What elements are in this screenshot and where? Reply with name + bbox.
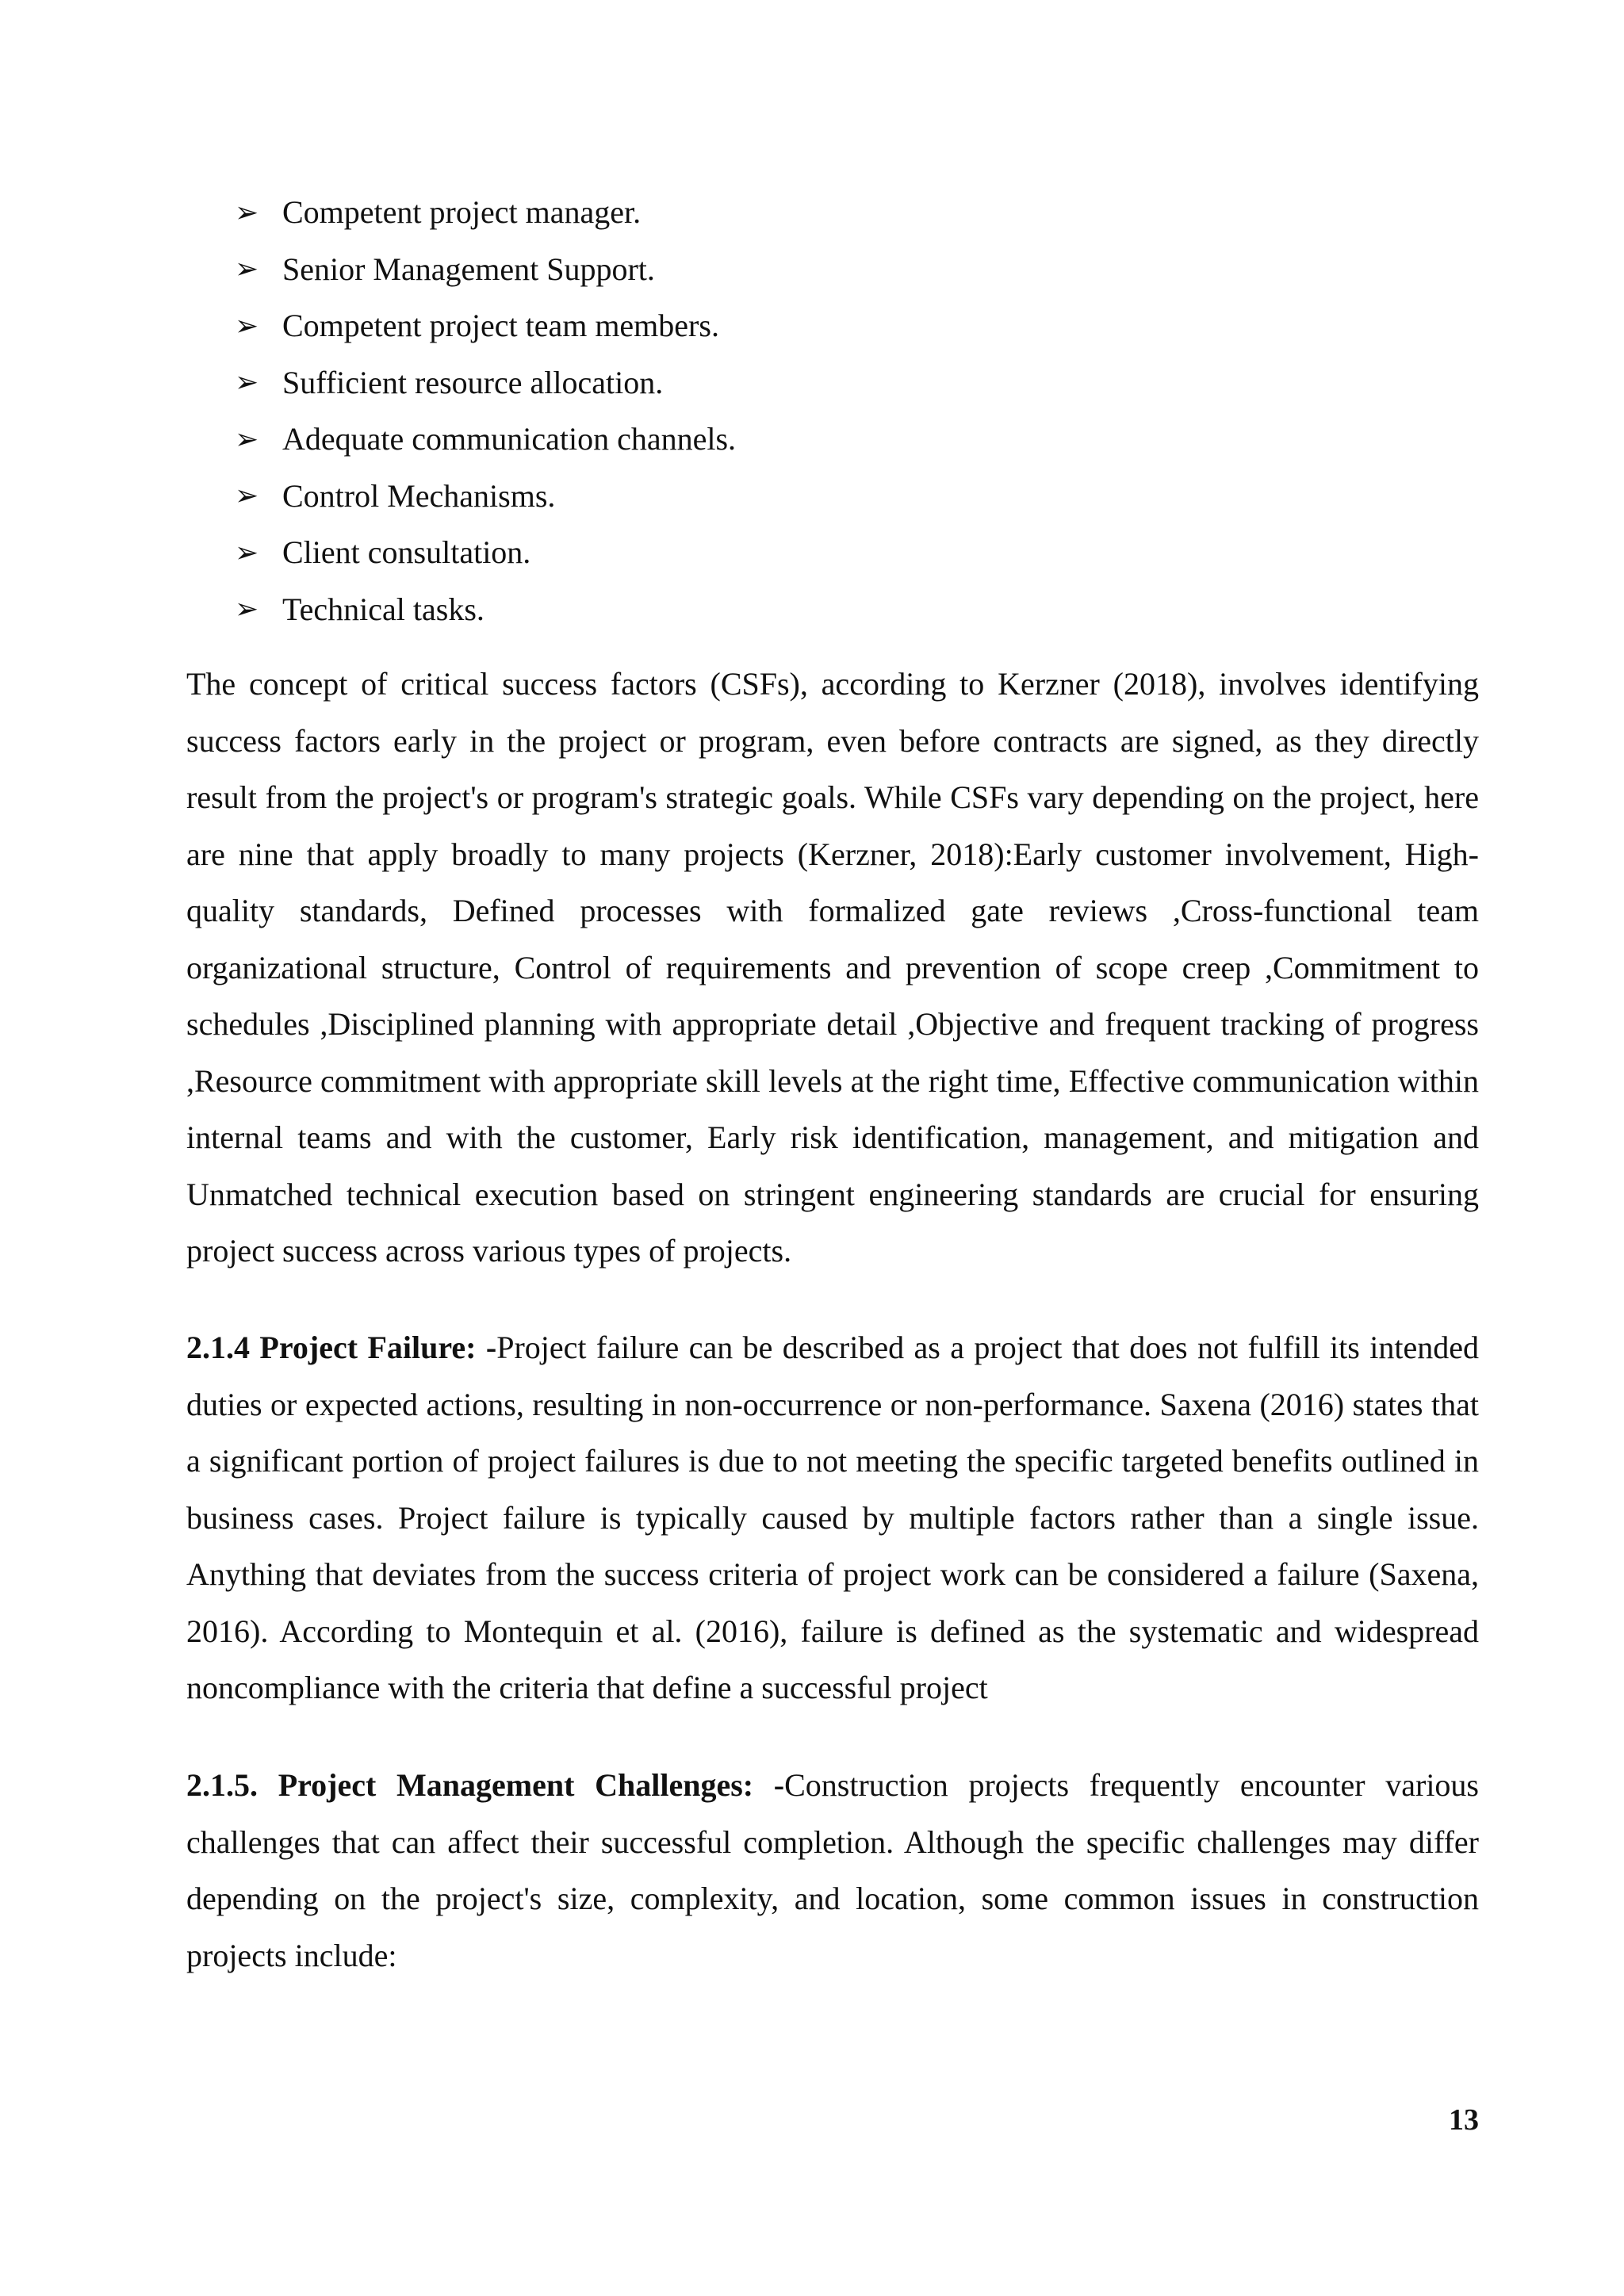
arrowhead-bullet-icon: ➢ [235, 309, 259, 342]
success-factor-list [235, 184, 736, 637]
list-item [235, 241, 736, 298]
challenges-section [186, 1757, 1479, 1984]
arrowhead-bullet-icon: ➢ [235, 366, 259, 399]
list-item-text: Client consultation. [282, 534, 531, 571]
section-body: Project failure can be described as a project that does not fulfill its intended duties or expected actions, resulting in non-occurrence or non-performance. Saxena (2016) states that a significant portion of project failures is due to not meeting the specific targeted benefits outlined in business cases. Project failure is typically caused by multiple factors rather than a single issue. Anything that deviates from the success criteria of project work can be considered a failure (Saxena, 2016). According to Montequin et al. (2016), failure is defined as the systematic and widespread noncompliance with the criteria that define a successful project [186, 1330, 1479, 1705]
arrowhead-bullet-icon: ➢ [235, 536, 259, 568]
list-item [235, 581, 736, 638]
arrowhead-bullet-icon: ➢ [235, 593, 259, 626]
arrowhead-bullet-icon: ➢ [235, 480, 259, 512]
arrowhead-bullet-icon: ➢ [235, 423, 259, 455]
list-item [235, 524, 736, 581]
list-item-text: Competent project manager. [282, 194, 642, 231]
page-number: 13 [1449, 2103, 1479, 2137]
arrowhead-bullet-icon: ➢ [235, 196, 259, 228]
list-item [235, 297, 736, 354]
list-item-text: Control Mechanisms. [282, 477, 556, 514]
list-item-text: Adequate communication channels. [282, 421, 737, 457]
list-item [235, 411, 736, 468]
arrowhead-bullet-icon: ➢ [235, 253, 259, 285]
section-heading: 2.1.4 Project Failure: - [186, 1330, 497, 1365]
list-item-text: Senior Management Support. [282, 251, 655, 287]
list-item-text: Competent project team members. [282, 308, 719, 344]
csf-paragraph: The concept of critical success factors (CSFs), according to Kerzner (2018), involves identifying success factors early in the project or program, even before contracts are signed, as they directly result from the project's or program's strategic goals. While CSFs vary depending on the project, here are nine that apply broadly to many projects (Kerzner, 2018):Early customer involvement, High-quality standards, Defined processes with formalized gate reviews ,Cross-functional team organizational structure, Control of requirements and prevention of scope creep ,Commitment to schedules ,Disciplined planning with appropriate detail ,Objective and frequent tracking of progress ,Resource commitment with appropriate skill levels at the right time, Effective communication within internal teams and with the customer, Early risk identification, management, and mitigation and Unmatched technical execution based on stringent engineering standards are crucial for ensuring project success across various types of projects. [186, 666, 1479, 1269]
project-failure-section [186, 1319, 1479, 1716]
section-body: Construction projects frequently encounter various challenges that can affect their successful completion. Although the specific challenges may differ depending on the project's size, complexity, and location, some common issues in construction projects include: [186, 1767, 1479, 1973]
list-item [235, 468, 736, 525]
list-item [235, 354, 736, 411]
list-item-text: Sufficient resource allocation. [282, 364, 664, 400]
section-heading: 2.1.5. Project Management Challenges: - [186, 1767, 785, 1803]
list-item [235, 184, 736, 241]
list-item-text: Technical tasks. [282, 591, 485, 627]
